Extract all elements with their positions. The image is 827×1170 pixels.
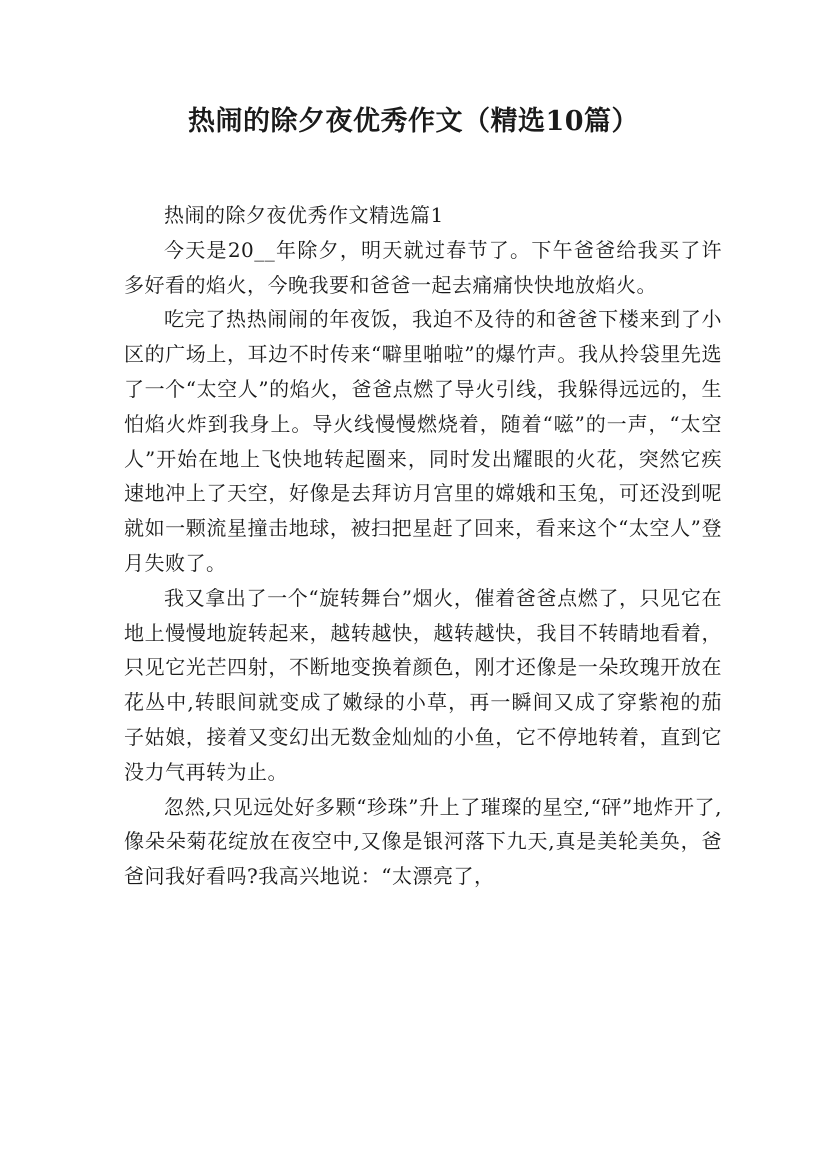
paragraph-4: 忽然,只见远处好多颗“珍珠”升上了璀璨的星空,“砰”地炸开了,像朵朵菊花绽放在夜空中,又像是银河落下九天,真是美轮美奂，爸爸问我好看吗?我高兴地说：“太漂亮了， [124, 794, 722, 889]
document-body [124, 198, 722, 894]
paragraph-2: 吃完了热热闹闹的年夜饭，我迫不及待的和爸爸下楼来到了小区的广场上，耳边不时传来“噼里啪啦”的爆竹声。我从拎袋里先选了一个“太空人”的焰火，爸爸点燃了导火引线，我躲得远远的，生怕焰火炸到我身上。导火线慢慢燃烧着，随着“嗞”的一声，“太空人”开始在地上飞快地转起圈来，同时发出耀眼的火花，突然它疾速地冲上了天空，好像是去拜访月宫里的嫦娥和玉兔，可还没到呢就如一颗流星撞击地球，被扫把星赶了回来，看来这个“太空人”登月失败了。 [124, 307, 722, 575]
section-heading: 热闹的除夕夜优秀作文精选篇1 [164, 203, 444, 227]
document-title: 热闹的除夕夜优秀作文（精选10篇） [187, 106, 640, 137]
paragraph-1: 今天是20__年除夕，明天就过春节了。下午爸爸给我买了许多好看的焰火，今晚我要和爸爸一起去痛痛快快地放焰火。 [124, 237, 722, 297]
paragraph-3: 我又拿出了一个“旋转舞台”烟火，催着爸爸点燃了，只见它在地上慢慢地旋转起来，越转越快，越转越快，我目不转睛地看着，只见它光芒四射，不断地变换着颜色，刚才还像是一朵玫瑰开放在花丛中,转眼间就变成了嫩绿的小草，再一瞬间又成了穿紫袍的茄子姑娘，接着又变幻出无数金灿灿的小鱼，它不停地转着，直到它没力气再转为止。 [124, 585, 722, 784]
